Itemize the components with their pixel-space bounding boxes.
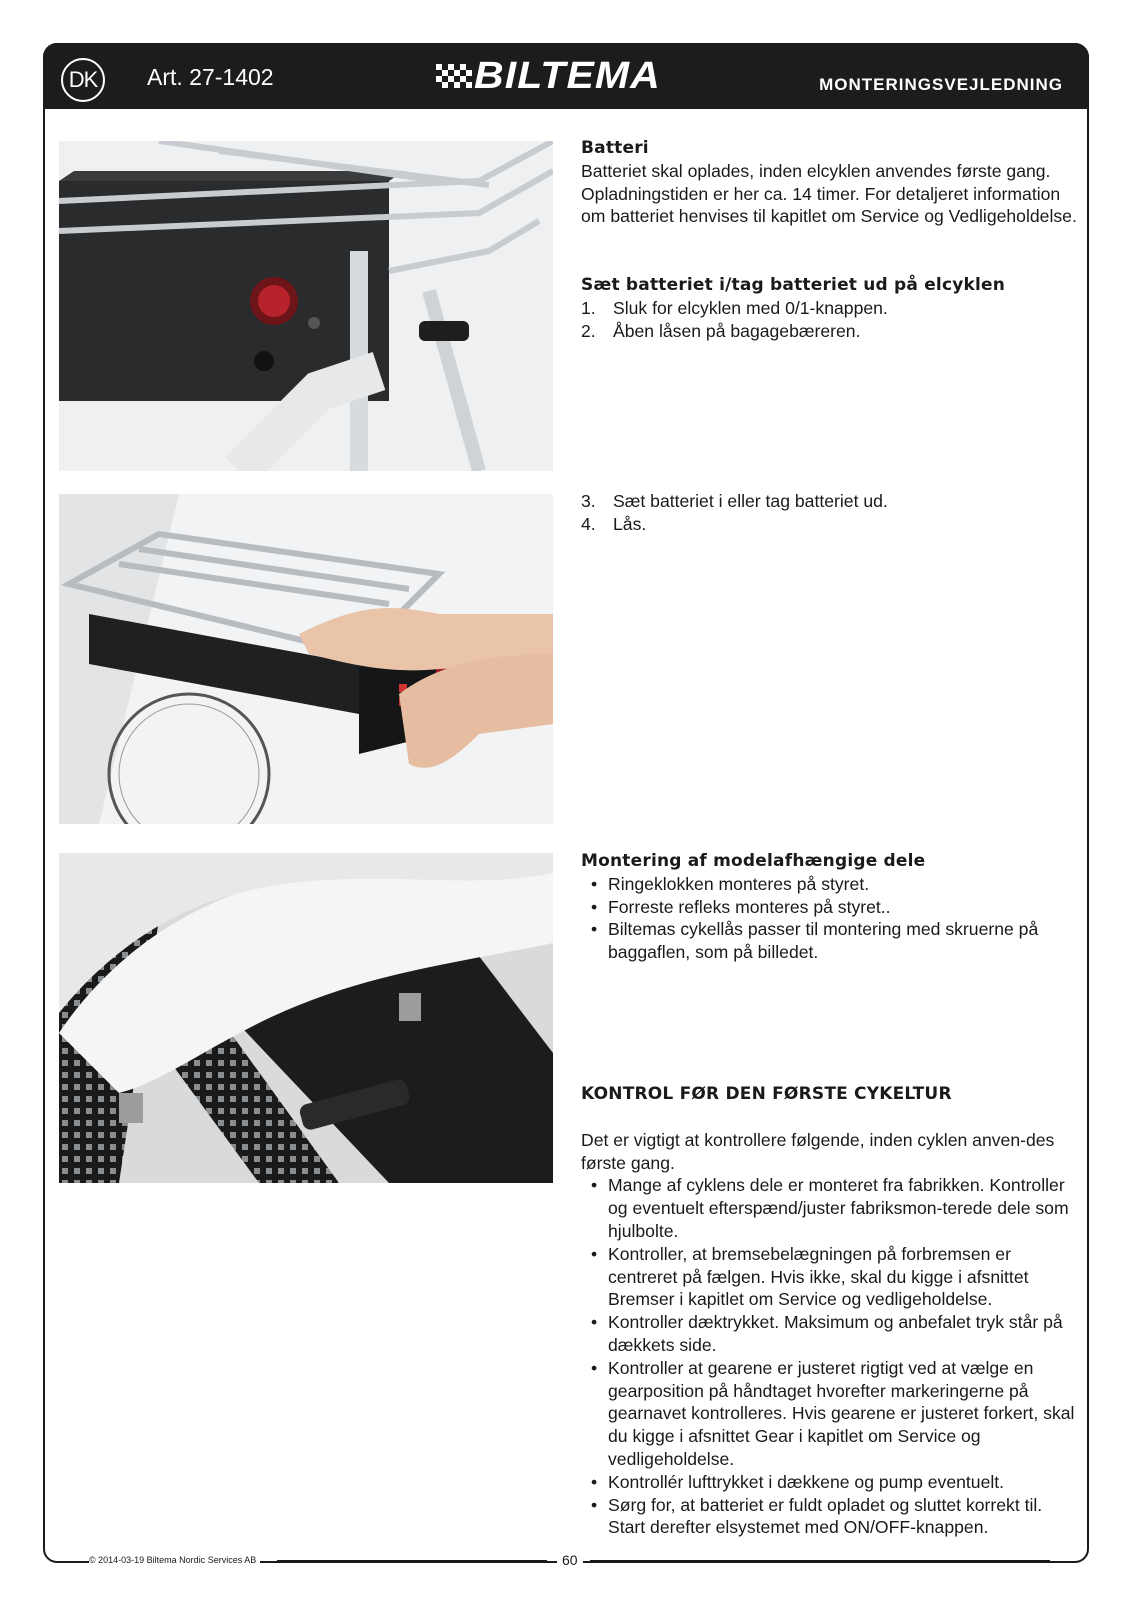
list-item: • Kontroller, at bremsebelægningen på forbremsen er centreret på fælgen. Hvis ikke, skal du kigge i afsnittet Bremser i kapitlet om Service og vedligeholdelse. [581, 1243, 1081, 1311]
language-badge: DK [61, 58, 105, 102]
insert-steps-b [581, 490, 1081, 536]
list-item: 4. Lås. [581, 513, 647, 534]
model-list [581, 873, 1081, 964]
fork-mount-photo [59, 853, 553, 1183]
check-section [581, 1083, 1081, 1539]
battery-text: Batteriet skal oplades, inden elcyklen anvendes første gang. Opladningstiden er her ca. 14 timer. For detaljeret information om batteriet henvises til kapitlet om Service og Vedligeholdelse. [581, 160, 1077, 227]
checkered-flag-icon [436, 58, 472, 94]
check-list [581, 1174, 1081, 1539]
copyright: © 2014-03-19 Biltema Nordic Services AB [89, 1555, 260, 1566]
insert-steps-b-block [581, 490, 1081, 536]
battery-heading: Batteri [581, 138, 649, 158]
check-heading: KONTROL FØR DEN FØRSTE CYKELTUR [581, 1084, 952, 1104]
footer-rule-right [590, 1560, 1050, 1561]
document-type: MONTERINGSVEJLEDNING [819, 75, 1063, 94]
list-item: • Kontrollér lufttrykket i dækkene og pump eventuelt. [581, 1471, 1081, 1494]
list-item: 1. Sluk for elcyklen med 0/1-knappen. [581, 297, 888, 318]
footer-rule-left [277, 1560, 547, 1561]
insert-heading: Sæt batteriet i/tag batteriet ud på elcyklen [581, 275, 1006, 295]
list-item: 3. Sæt batteriet i eller tag batteriet ud. [581, 491, 888, 511]
list-item: • Mange af cyklens dele er monteret fra fabrikken. Kontroller og eventuelt efterspænd/juster fabriksmon-terede dele som hjulbolte. [581, 1174, 1081, 1242]
list-item: • Forreste refleks monteres på styret.. [581, 896, 1081, 919]
list-item: • Sørg for, at batteriet er fuldt opladet og sluttet korrekt til. Start derefter elsystemet med ON/OFF-knappen. [581, 1494, 1081, 1540]
battery-rack-photo [59, 141, 553, 471]
list-item: • Ringeklokken monteres på styret. [581, 873, 1081, 896]
insert-section [581, 274, 1081, 342]
model-heading: Montering af modelafhængige dele [581, 851, 926, 871]
list-item: • Kontroller at gearene er justeret rigtigt ved at vælge en gearposition på håndtaget hvorefter markeringerne på gearnavet kontrolleres. Hvis gearene er justeret forkert, skal du kigge i afsnittet Gear i kapitlet om Service og vedligeholdelse. [581, 1357, 1081, 1471]
list-item: • Biltemas cykellås passer til montering med skruerne på baggaflen, som på billedet. [581, 918, 1081, 964]
brand-wordmark: BILTEMA [474, 55, 661, 97]
model-section [581, 850, 1081, 964]
battery-section [581, 137, 1081, 228]
list-item: • Kontroller dæktrykket. Maksimum og anbefalet tryk står på dækkets side. [581, 1311, 1081, 1357]
biltema-logo [436, 55, 700, 97]
page-number: 60 [557, 1552, 583, 1568]
check-intro: Det er vigtigt at kontrollere følgende, inden cyklen anven-des første gang. [581, 1129, 1055, 1173]
insert-steps-a [581, 297, 1081, 343]
list-item: 2. Åben låsen på bagagebæreren. [581, 320, 861, 341]
battery-insert-photo [59, 494, 553, 824]
article-number: Art. 27-1402 [147, 64, 274, 90]
